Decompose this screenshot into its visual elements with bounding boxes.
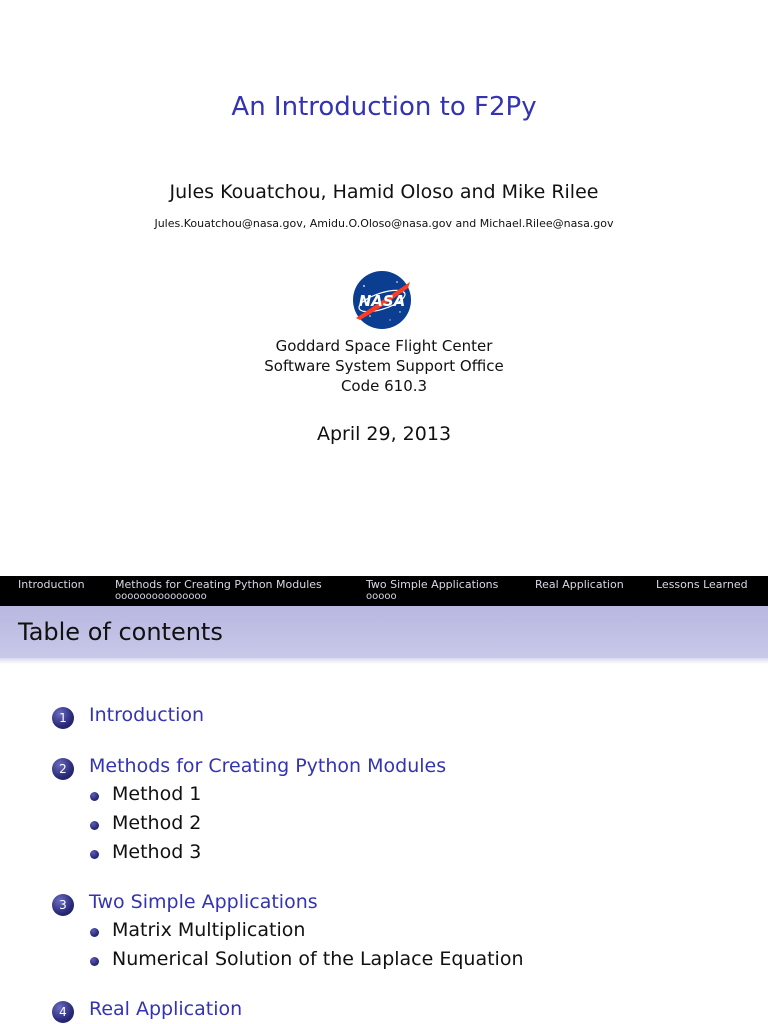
section-number-ball: 1 xyxy=(52,707,74,729)
subsection-label: Method 2 xyxy=(112,812,202,834)
nav-progress-dots-applications[interactable]: ooooo xyxy=(366,591,397,602)
section-label: Real Application xyxy=(89,998,243,1020)
subsection-label: Numerical Solution of the Laplace Equation xyxy=(112,948,524,970)
nav-item-methods[interactable]: Methods for Creating Python Modules xyxy=(115,578,322,591)
section-label: Methods for Creating Python Modules xyxy=(89,755,447,777)
section-number-ball: 3 xyxy=(52,894,74,916)
author-emails: Jules.Kouatchou@nasa.gov, Amidu.O.Oloso@nasa.gov and Michael.Rilee@nasa.gov xyxy=(154,217,614,230)
institution-line: Code 610.3 xyxy=(340,377,428,395)
nasa-logo-icon xyxy=(350,268,414,332)
nasa-logo-text: NASA xyxy=(358,292,406,310)
frame-title: Table of contents xyxy=(18,618,223,646)
nav-item-two-simple-applications[interactable]: Two Simple Applications xyxy=(366,578,499,591)
toc-slide xyxy=(0,576,768,1024)
frame-title-bar xyxy=(0,606,768,658)
section-label: Introduction xyxy=(89,704,205,726)
presentation-date: April 29, 2013 xyxy=(316,423,452,445)
nav-item-real-application[interactable]: Real Application xyxy=(535,578,624,591)
nav-progress-dots-methods[interactable]: ooooooooooooooo xyxy=(115,591,207,602)
institution-line: Goddard Space Flight Center xyxy=(275,337,493,355)
bullet-icon xyxy=(90,850,99,859)
subsection-label: Method 3 xyxy=(112,841,202,863)
institution-block xyxy=(0,336,768,396)
bullet-icon xyxy=(90,928,99,937)
nav-item-introduction[interactable]: Introduction xyxy=(18,578,85,591)
authors: Jules Kouatchou, Hamid Oloso and Mike Rilee xyxy=(169,181,599,203)
bullet-icon xyxy=(90,821,99,830)
nav-item-lessons-learned[interactable]: Lessons Learned xyxy=(656,578,748,591)
subsection-label: Matrix Multiplication xyxy=(112,919,306,941)
bullet-icon xyxy=(90,957,99,966)
institution-line: Software System Support Office xyxy=(264,357,504,375)
section-label: Two Simple Applications xyxy=(89,891,318,913)
section-navbar xyxy=(0,576,768,606)
section-number-ball: 2 xyxy=(52,758,74,780)
frame-title-shadow xyxy=(0,658,768,664)
section-number-ball: 4 xyxy=(52,1001,74,1023)
bullet-icon xyxy=(90,792,99,801)
presentation-title: An Introduction to F2Py xyxy=(231,92,537,122)
subsection-label: Method 1 xyxy=(112,783,202,805)
